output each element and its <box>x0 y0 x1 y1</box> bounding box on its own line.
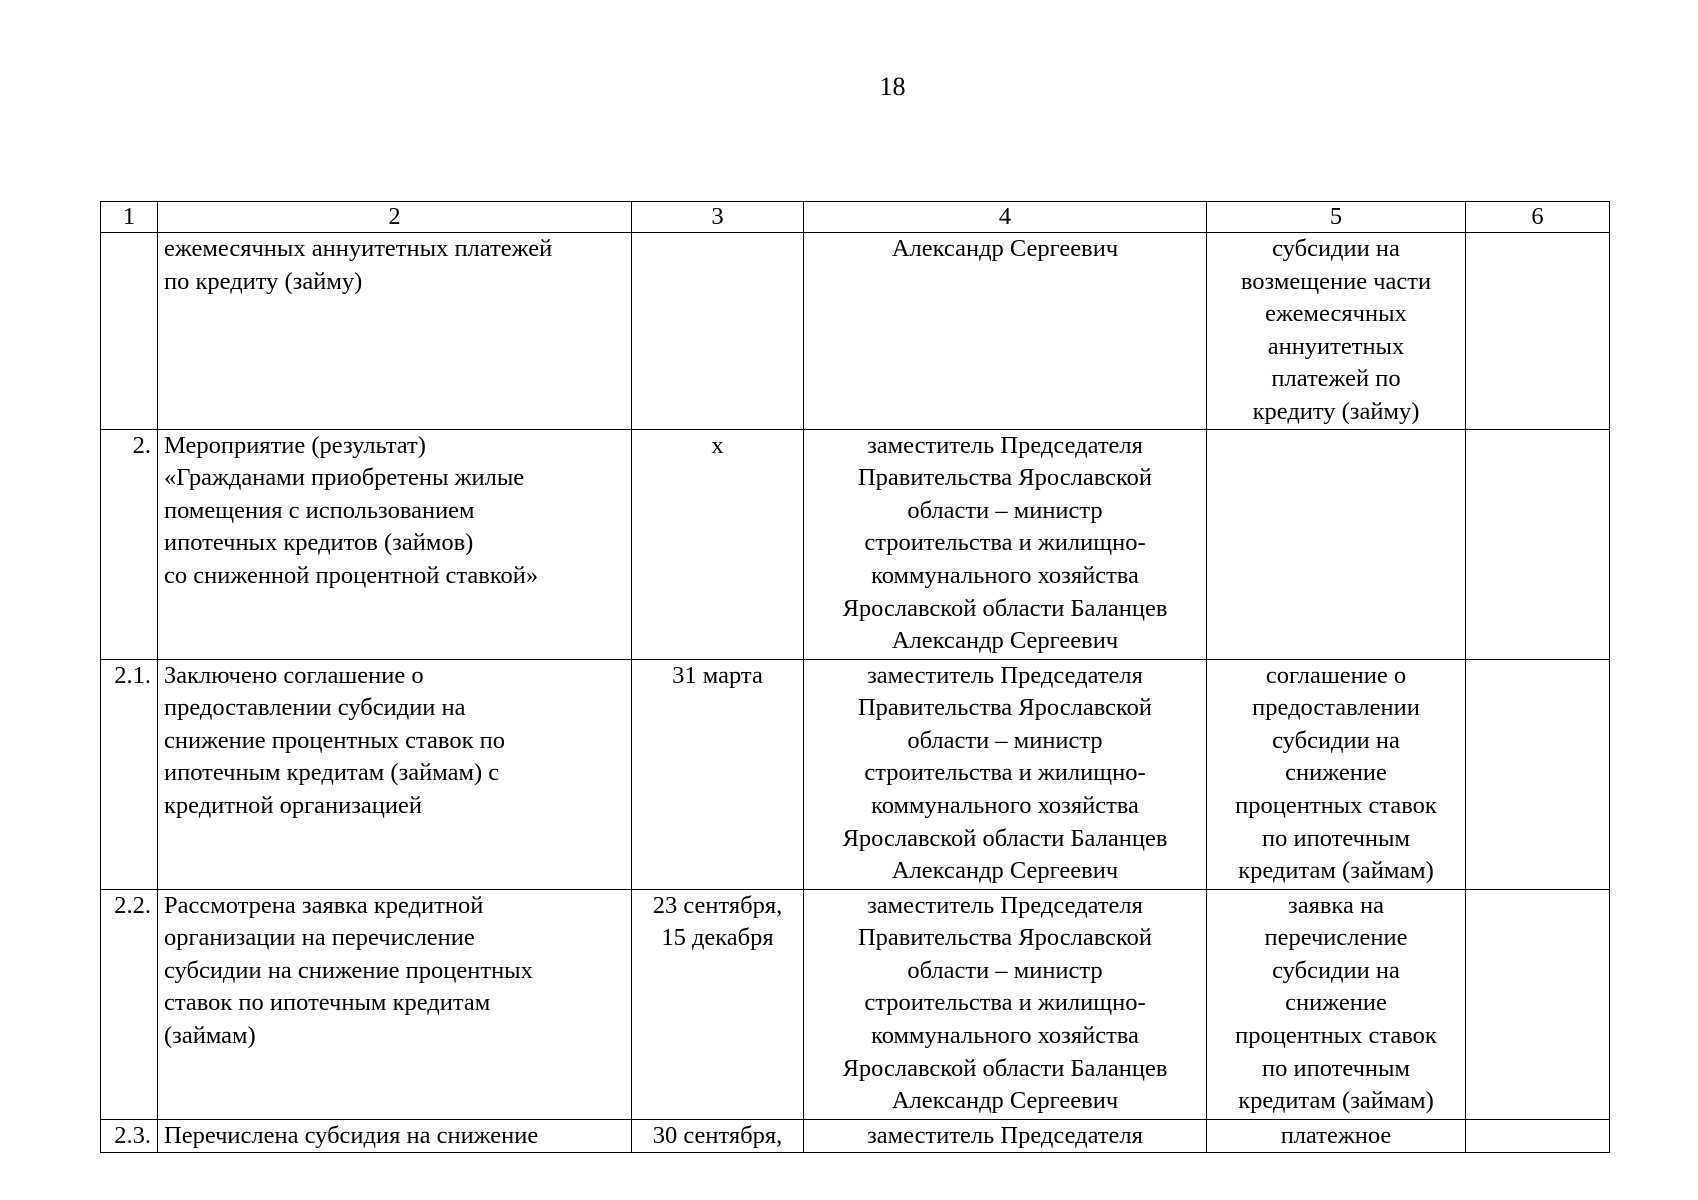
document-line: по ипотечным <box>1261 1054 1410 1082</box>
date-cell <box>632 889 804 1119</box>
responsible-line: Александр Сергеевич <box>891 1087 1119 1115</box>
description-line: помещения с использованием <box>164 496 475 524</box>
note-cell <box>1466 1119 1610 1153</box>
document-line: кредитам (займам) <box>1238 1087 1434 1115</box>
description-cell <box>158 659 632 889</box>
column-header-5: 5 <box>1207 202 1466 233</box>
document-line: процентных ставок <box>1235 791 1437 819</box>
responsible-line: заместитель Председателя <box>867 661 1143 689</box>
responsible-line: Ярославской области Баланцев <box>842 824 1168 852</box>
description-cell <box>158 1119 632 1153</box>
description-line: ипотечных кредитов (займов) <box>164 529 474 557</box>
date-cell <box>632 233 804 430</box>
document-line: субсидии на <box>1272 726 1400 754</box>
date-line: 30 сентября, <box>652 1121 783 1149</box>
document-line: субсидии на <box>1272 956 1400 984</box>
column-header-4: 4 <box>804 202 1207 233</box>
document-line: аннуитетных <box>1267 332 1405 360</box>
document-line: платежное <box>1280 1121 1392 1149</box>
document-line: соглашение о <box>1265 661 1407 689</box>
document-cell <box>1207 659 1466 889</box>
document-line: заявка на <box>1288 891 1384 919</box>
row-number-cell: 2.1. <box>101 659 158 889</box>
table-row <box>101 429 1610 659</box>
description-line: субсидии на снижение процентных <box>164 956 533 984</box>
document-line: субсидии на <box>1272 235 1400 262</box>
responsible-line: Правительства Ярославской <box>857 464 1153 492</box>
responsible-line: строительства и жилищно- <box>864 759 1146 787</box>
document-line: по ипотечным <box>1261 824 1410 852</box>
description-line: Заключено соглашение о <box>164 661 424 689</box>
document-cell <box>1207 233 1466 430</box>
description-line: организации на перечисление <box>164 924 475 952</box>
responsible-line: строительства и жилищно- <box>864 989 1146 1017</box>
description-line: ставок по ипотечным кредитам <box>164 989 491 1017</box>
responsible-line: заместитель Председателя <box>867 431 1143 459</box>
document-line: процентных ставок <box>1235 1021 1437 1049</box>
row-number-cell: 2.2. <box>101 889 158 1119</box>
responsible-cell <box>804 659 1207 889</box>
document-cell <box>1207 429 1466 659</box>
responsible-line: Александр Сергеевич <box>891 627 1119 655</box>
responsible-line: Правительства Ярославской <box>857 694 1153 722</box>
document-line: снижение <box>1285 759 1387 787</box>
row-number-cell: 2. <box>101 429 158 659</box>
description-line: (займам) <box>164 1021 256 1049</box>
description-line: «Гражданами приобретены жилые <box>164 464 525 492</box>
description-line: со сниженной процентной ставкой» <box>164 561 539 589</box>
responsible-line: коммунального хозяйства <box>871 1021 1139 1049</box>
table-row <box>101 659 1610 889</box>
note-cell <box>1466 429 1610 659</box>
responsible-cell <box>804 429 1207 659</box>
date-cell <box>632 1119 804 1153</box>
table-header-row <box>101 202 1610 233</box>
note-cell <box>1466 889 1610 1119</box>
description-cell <box>158 233 632 430</box>
responsible-line: строительства и жилищно- <box>864 529 1146 557</box>
row-number-cell <box>101 233 158 430</box>
responsible-line: Правительства Ярославской <box>857 924 1153 952</box>
document-line: ежемесячных <box>1265 300 1407 328</box>
note-cell <box>1466 659 1610 889</box>
description-line: предоставлении субсидии на <box>164 694 466 722</box>
document-line: кредиту (займу) <box>1252 397 1420 425</box>
column-header-6: 6 <box>1466 202 1610 233</box>
responsible-line: Александр Сергеевич <box>891 235 1119 262</box>
date-line: х <box>711 431 724 459</box>
date-cell <box>632 659 804 889</box>
document-line: платежей по <box>1271 365 1401 393</box>
description-line: Мероприятие (результат) <box>164 431 426 459</box>
document-line: перечисление <box>1264 924 1408 952</box>
responsible-line: заместитель Председателя <box>867 891 1143 919</box>
responsible-line: области – министр <box>907 496 1103 524</box>
page-number: 18 <box>879 72 906 101</box>
responsible-line: заместитель Председателя <box>867 1121 1143 1149</box>
date-line: 31 марта <box>672 661 763 689</box>
document-cell <box>1207 1119 1466 1153</box>
document-line: снижение <box>1285 989 1387 1017</box>
measures-table <box>100 201 1610 1153</box>
responsible-line: Александр Сергеевич <box>891 857 1119 885</box>
document-cell <box>1207 889 1466 1119</box>
date-line: 23 сентября, <box>652 891 783 919</box>
responsible-line: области – министр <box>907 726 1103 754</box>
table-row <box>101 1119 1610 1153</box>
description-line: по кредиту (займу) <box>164 267 363 295</box>
description-line: ипотечным кредитам (займам) с <box>164 759 500 787</box>
table-row <box>101 889 1610 1119</box>
table-row <box>101 233 1610 430</box>
description-line: ежемесячных аннуитетных платежей <box>164 235 553 262</box>
date-line: 15 декабря <box>661 924 774 952</box>
responsible-cell <box>804 1119 1207 1153</box>
responsible-line: коммунального хозяйства <box>871 561 1139 589</box>
description-line: Перечислена субсидия на снижение <box>164 1121 539 1149</box>
description-line: Рассмотрена заявка кредитной <box>164 891 484 919</box>
row-number-cell: 2.3. <box>101 1119 158 1153</box>
document-line: возмещение части <box>1240 267 1432 295</box>
responsible-cell <box>804 233 1207 430</box>
column-header-1: 1 <box>101 202 158 233</box>
description-line: кредитной организацией <box>164 791 422 819</box>
note-cell <box>1466 233 1610 430</box>
date-cell <box>632 429 804 659</box>
description-cell <box>158 889 632 1119</box>
responsible-line: Ярославской области Баланцев <box>842 594 1168 622</box>
responsible-line: области – министр <box>907 956 1103 984</box>
document-line: кредитам (займам) <box>1238 857 1434 885</box>
column-header-3: 3 <box>632 202 804 233</box>
document-line: предоставлении <box>1252 694 1420 722</box>
responsible-line: Ярославской области Баланцев <box>842 1054 1168 1082</box>
responsible-cell <box>804 889 1207 1119</box>
description-cell <box>158 429 632 659</box>
description-line: снижение процентных ставок по <box>164 726 505 754</box>
column-header-2: 2 <box>158 202 632 233</box>
responsible-line: коммунального хозяйства <box>871 791 1139 819</box>
